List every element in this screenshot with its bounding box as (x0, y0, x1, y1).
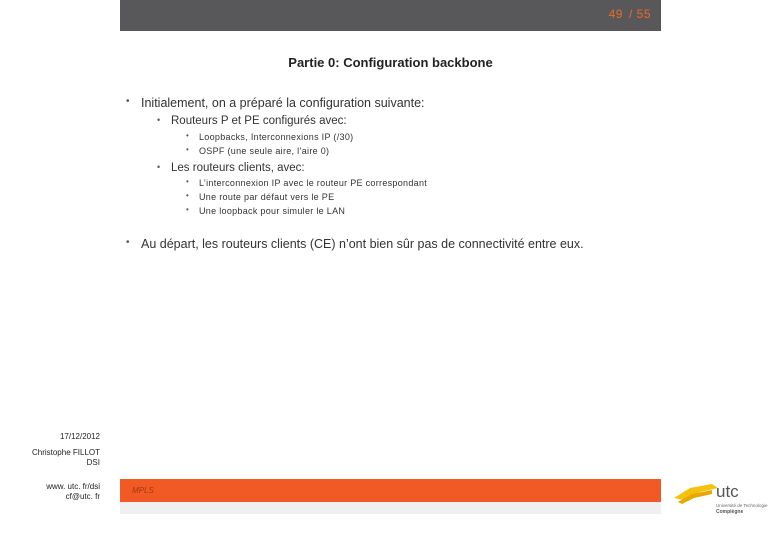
bullet-text: Une route par défaut vers le PE (199, 192, 335, 202)
sidebar-dept: DSI (86, 458, 100, 467)
bullet-text: Une loopback pour simuler le LAN (199, 206, 346, 216)
bullet-marker: • (186, 177, 190, 186)
footer-bar (120, 479, 661, 502)
bullet-marker: • (126, 237, 130, 248)
utc-logo (672, 476, 772, 518)
bullet-marker: • (157, 115, 161, 125)
page-current: 49 (608, 7, 623, 21)
bullet-marker: • (186, 191, 190, 200)
bullet-text: Loopbacks, Interconnexions IP (/30) (199, 132, 354, 142)
utc-logo-mark (672, 476, 772, 518)
sidebar-email[interactable]: cf@utc. fr (65, 492, 100, 501)
logo-line2: Compiègne (716, 509, 744, 515)
page-total: / 55 (628, 7, 651, 21)
bullet-marker: • (186, 131, 190, 140)
bullet-text: Routeurs P et PE configurés avec: (171, 115, 347, 127)
bullet-text: L’interconnexion IP avec le routeur PE correspondant (199, 178, 428, 188)
sidebar-author: Christophe FILLOT (31, 448, 100, 457)
bullet-marker: • (186, 205, 190, 214)
sidebar-website[interactable]: www. utc. fr/dsi (46, 482, 100, 491)
bullet-text: Les routeurs clients, avec: (171, 162, 305, 174)
sidebar-date: 17/12/2012 (59, 432, 100, 441)
bullet-text: Initialement, on a préparé la configuration suivante: (141, 96, 425, 110)
slide-title: Partie 0: Configuration backbone (288, 55, 493, 70)
bullet-marker: • (157, 162, 161, 172)
footer-underbar (120, 502, 661, 514)
footer-label: MPLS (132, 486, 154, 495)
bullet-text: Au départ, les routeurs clients (CE) n’ont bien sûr pas de connectivité entre eux. (141, 237, 584, 251)
logo-line1: Université de Technologie (716, 503, 768, 508)
bullet-text: OSPF (une seule aire, l’aire 0) (199, 146, 330, 156)
bullet-marker: • (126, 96, 130, 107)
logo-wordmark: utc (716, 482, 739, 501)
bullet-marker: • (186, 145, 190, 154)
